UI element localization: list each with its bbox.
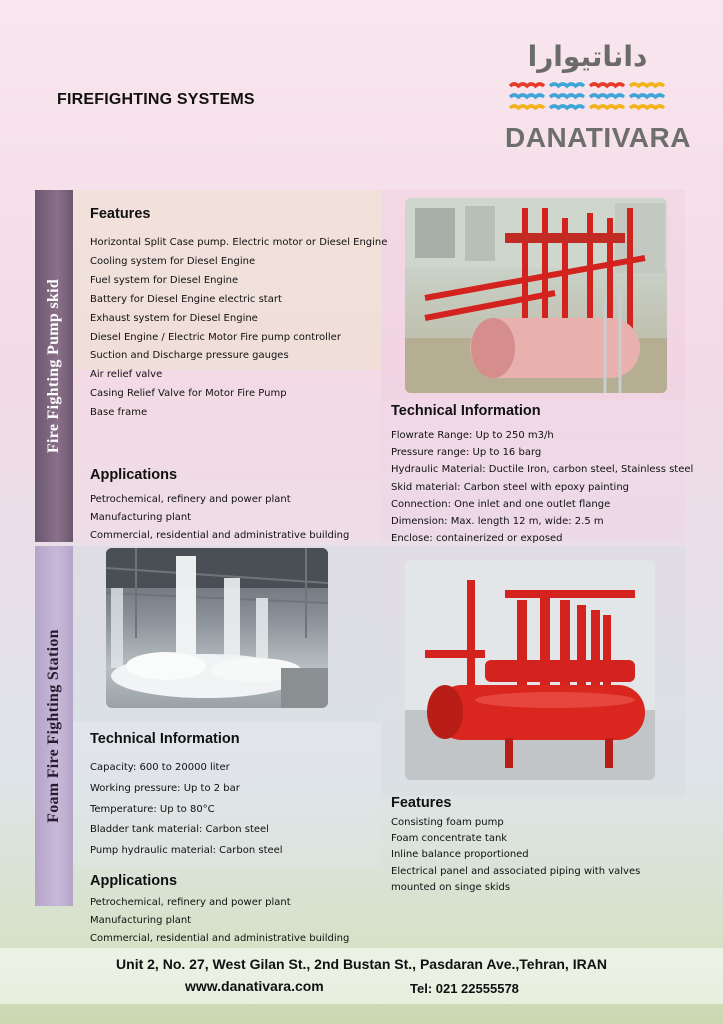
applications-list-pump: [90, 491, 349, 545]
logo-wave-stroke: [550, 84, 584, 86]
pump-skid-illustration: [405, 198, 667, 393]
list-item: Electrical panel and associated piping with valves: [391, 865, 641, 877]
section-band-foam-station: [35, 546, 73, 906]
logo-wave-stroke: [590, 95, 624, 97]
logo-wave-stroke: [590, 84, 624, 86]
list-item: Connection: One inlet and one outlet flange: [391, 498, 611, 510]
applications-heading-foam: Applications: [90, 873, 178, 889]
foam-discharge-illustration: [106, 548, 328, 708]
applications-list-foam: [90, 894, 349, 947]
list-item: Manufacturing plant: [90, 512, 192, 523]
page-title: FIREFIGHTING SYSTEMS: [57, 91, 255, 108]
list-item: Base frame: [90, 407, 148, 419]
list-item: Inline balance proportioned: [391, 849, 529, 861]
footer-telephone: Tel: 021 22555578: [410, 981, 519, 996]
logo-wave-stroke: [630, 106, 664, 108]
list-item: Capacity: 600 to 20000 liter: [90, 762, 230, 773]
features-list-pump: [90, 234, 387, 423]
list-item: Battery for Diesel Engine electric start: [90, 293, 282, 305]
features-list-foam: [391, 815, 640, 896]
band-label-foam-station: Foam Fire Fighting Station: [45, 629, 62, 823]
list-item: Dimension: Max. length 12 m, wide: 2.5 m: [391, 516, 604, 528]
list-item: Flowrate Range: Up to 250 m3/h: [391, 430, 554, 441]
list-item: mounted on singe skids: [391, 881, 511, 893]
logo-wave-stroke: [510, 84, 544, 86]
list-item: Bladder tank material: Carbon steel: [90, 824, 269, 836]
list-item: Casing Relief Valve for Motor Fire Pump: [90, 388, 287, 400]
list-item: Consisting foam pump: [391, 817, 504, 828]
list-item: Petrochemical, refinery and power plant: [90, 494, 291, 505]
features-heading-pump: Features: [90, 206, 151, 222]
list-item: Foam concentrate tank: [391, 833, 508, 845]
list-item: Working pressure: Up to 2 bar: [90, 782, 240, 794]
technical-heading-foam: Technical Information: [90, 731, 240, 747]
logo-wave-stroke: [550, 106, 584, 108]
logo-persian-wordmark: داناتیوارا: [527, 40, 648, 73]
list-item: Pressure range: Up to 16 barg: [391, 447, 542, 459]
list-item: Suction and Discharge pressure gauges: [90, 350, 289, 362]
technical-list-pump: [391, 427, 693, 547]
list-item: Manufacturing plant: [90, 914, 192, 926]
logo-waves-icon: [508, 80, 668, 116]
logo-wave-stroke: [630, 84, 664, 86]
pump-skid-photo: [405, 198, 667, 393]
logo-wave-stroke: [590, 106, 624, 108]
list-item: Petrochemical, refinery and power plant: [90, 897, 291, 908]
list-item: Cooling system for Diesel Engine: [90, 255, 256, 267]
company-logo: [505, 40, 691, 158]
footer-website-link[interactable]: www.danativara.com: [185, 978, 324, 994]
list-item: Commercial, residential and administrative building: [90, 932, 350, 944]
list-item: Temperature: Up to 80°C: [90, 803, 215, 815]
list-item: Air relief valve: [90, 369, 163, 381]
features-heading-foam: Features: [391, 795, 452, 811]
applications-heading-pump: Applications: [90, 467, 178, 483]
logo-english-wordmark: DANATIVARA: [505, 122, 691, 153]
section-band-pump-skid: [35, 190, 73, 542]
list-item: Commercial, residential and administrative building: [90, 530, 350, 541]
technical-heading-pump: Technical Information: [391, 403, 541, 419]
technical-list-foam: [90, 758, 283, 862]
logo-wave-stroke: [510, 95, 544, 97]
list-item: Skid material: Carbon steel with epoxy painting: [391, 481, 630, 493]
list-item: Enclose: containerized or exposed: [391, 533, 563, 545]
logo-wave-stroke: [510, 106, 544, 108]
list-item: Horizontal Split Case pump. Electric motor or Diesel Engine: [90, 237, 388, 248]
list-item: Hydraulic Material: Ductile Iron, carbon steel, Stainless steel: [391, 464, 694, 476]
foam-discharge-photo: [106, 548, 328, 708]
foam-station-photo: [405, 560, 655, 780]
logo-wave-stroke: [550, 95, 584, 97]
list-item: Fuel system for Diesel Engine: [90, 274, 239, 286]
foam-station-illustration: [405, 560, 655, 780]
band-label-pump-skid: Fire Fighting Pump skid: [45, 278, 62, 454]
list-item: Diesel Engine / Electric Motor Fire pump controller: [90, 331, 341, 343]
list-item: Exhaust system for Diesel Engine: [90, 312, 258, 324]
logo-wave-stroke: [630, 95, 664, 97]
list-item: Pump hydraulic material: Carbon steel: [90, 845, 283, 857]
footer-address: Unit 2, No. 27, West Gilan St., 2nd Bustan St., Pasdaran Ave.,Tehran, IRAN: [116, 956, 607, 972]
